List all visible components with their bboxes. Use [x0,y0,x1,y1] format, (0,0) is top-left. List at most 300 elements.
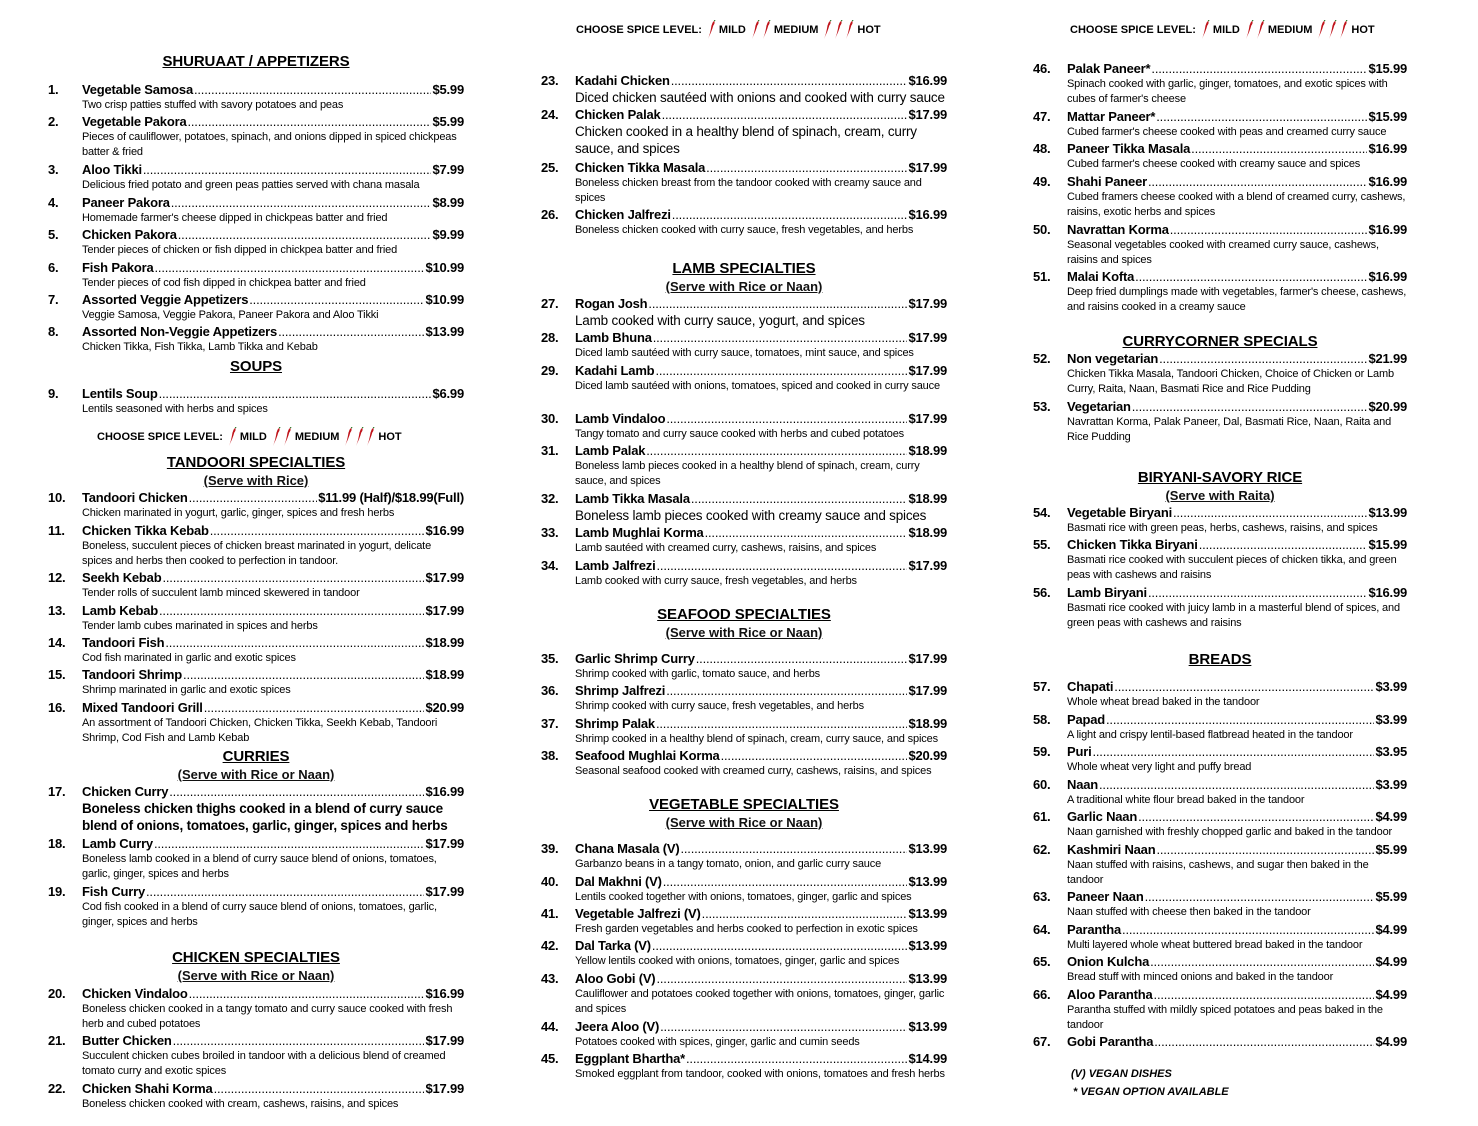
item-name: Garlic Shrimp Curry [575,651,695,666]
item-price: $17.99 [908,363,947,378]
dot-leader [662,107,908,122]
item-description: An assortment of Tandoori Chicken, Chicken Tikka, Seekh Kebab, Tandoori Shrimp, Cod Fish and Lamb Kebab [82,717,438,744]
menu-item-header [48,1033,464,1048]
menu-item [541,330,947,361]
menu-item-header [48,603,464,618]
menu-item-header [541,525,947,540]
item-price: $13.99 [908,971,947,986]
menu-item-header [48,784,464,799]
menu-item [1033,679,1407,710]
item-name: Paneer Tikka Masala [1067,141,1191,156]
item-description: Boneless chicken cooked in a tangy tomato and curry sauce cooked with fresh herb and cubed potatoes [82,1003,453,1030]
section-title-currycorner: CURRYCORNER SPECIALS [1122,333,1318,350]
item-name: Paneer Pakora [82,195,170,210]
chili-pepper-icon [344,427,353,447]
menu-item-header [1033,537,1407,552]
dot-leader [672,207,908,222]
menu-item-header [1033,1034,1407,1049]
dot-leader [666,683,907,698]
item-number: 13. [48,603,66,618]
section-title-tandoori: TANDOORI SPECIALTIES [166,454,346,471]
item-name: Fish Pakora [82,260,154,275]
item-price: $13.99 [1368,505,1407,520]
menu-item-header [541,160,947,175]
item-name: Chicken Tikka Biryani [1067,537,1198,552]
menu-item-header [541,330,947,345]
chili-pepper-icon [762,20,771,40]
menu-item-header [1033,954,1407,969]
dot-leader [705,525,908,540]
dot-leader [648,296,907,311]
item-price: $13.99 [425,324,464,339]
menu-item [541,73,947,106]
menu-item-header [541,296,947,311]
item-name: Shrimp Jalfrezi [575,683,666,698]
menu-item [48,884,464,930]
item-number: 67. [1033,1034,1051,1049]
item-number: 1. [48,82,59,97]
item-description: Cubed farmer's cheese cooked with creamy sauce and spices [1067,158,1361,170]
spice-medium-label: MEDIUM [1267,24,1313,36]
section-subtitle-biryani: (Serve with Raita) [1165,488,1275,503]
menu-item [48,784,464,834]
item-description: Delicious fried potato and green peas patties served with chana masala [82,179,420,191]
item-description: Diced lamb sautéed with onions, tomatoes, spiced and cooked in curry sauce [575,380,940,392]
item-name: Vegetarian [1067,399,1131,414]
item-name: Mixed Tandoori Grill [82,700,203,715]
item-price: $4.99 [1375,987,1407,1002]
item-description: Shrimp cooked with curry sauce, fresh vegetables, and herbs [575,700,864,712]
item-price: $15.99 [1368,537,1407,552]
item-description: Boneless chicken breast from the tandoor cooked with creamy sauce and spices [575,177,922,204]
menu-item-header [541,107,947,122]
menu-item [1033,889,1407,920]
item-number: 35. [541,651,559,666]
spice-medium-label: MEDIUM [773,24,819,36]
item-description: Tender pieces of cod fish dipped in chickpea batter and fried [82,277,366,289]
dot-leader [169,784,424,799]
dot-leader [1173,505,1367,520]
item-description: Boneless lamb pieces cooked in a healthy blend of spinach, cream, curry sauce, and spices [575,460,920,487]
dot-leader [183,667,424,682]
item-price: $17.99 [425,836,464,851]
menu-item-header [1033,505,1407,520]
item-number: 40. [541,874,559,889]
item-name: Gobi Parantha [1067,1034,1154,1049]
dot-leader [1150,954,1374,969]
item-description: Basmati rice cooked with succulent pieces of chicken tikka, and green peas with cashews and raisins [1067,554,1397,581]
item-number: 37. [541,716,559,731]
item-price: $17.99 [425,1081,464,1096]
item-description: Chicken Tikka Masala, Tandoori Chicken, Choice of Chicken or Lamb Curry, Raita, Naan, Basmati Rice and Rice Pudding [1067,368,1394,395]
menu-item-header [541,748,947,763]
item-price: $17.99 [908,160,947,175]
menu-item-header [48,227,464,242]
item-description: Boneless chicken thighs cooked in a blend of curry sauce blend of onions, tomatoes, garlic, ginger, spices and herbs [82,801,448,833]
chili-pepper-icon [272,427,281,447]
item-name: Fish Curry [82,884,146,899]
dot-leader [721,748,908,763]
item-description: Boneless chicken cooked with cream, cashews, raisins, and spices [82,1098,399,1110]
menu-item-header [1033,222,1407,237]
item-number: 27. [541,296,559,311]
menu-item [1033,351,1407,397]
item-number: 9. [48,386,59,401]
item-price: $13.99 [908,1019,947,1034]
item-description: Whole wheat bread baked in the tandoor [1067,696,1260,708]
item-number: 59. [1033,744,1051,759]
item-number: 6. [48,260,59,275]
item-name: Tandoori Shrimp [82,667,183,682]
item-price: $18.99 [908,491,947,506]
item-price: $13.99 [908,906,947,921]
dot-leader [187,114,431,129]
dot-leader [666,411,907,426]
dot-leader [1156,842,1374,857]
dot-leader [1099,777,1374,792]
dot-leader [162,570,424,585]
menu-item [1033,61,1407,107]
item-description: Bread stuff with minced onions and baked in the tandoor [1067,971,1334,983]
item-name: Mattar Paneer* [1067,109,1156,124]
dot-leader [249,292,424,307]
section-subtitle-curries: (Serve with Rice or Naan) [177,767,335,782]
item-number: 32. [541,491,559,506]
spice-level-legend [95,427,406,447]
dot-leader [278,324,424,339]
chili-pepper-icon [1328,20,1337,40]
menu-item [48,195,464,226]
menu-item-header [48,667,464,682]
item-description: Potatoes cooked with spices, ginger, garlic and cumin seeds [575,1036,860,1048]
menu-item [1033,399,1407,445]
spice-level-label: CHOOSE SPICE LEVEL: [576,24,702,36]
menu-item-header [541,874,947,889]
menu-item-header [541,411,947,426]
chili-pepper-icon [1317,20,1326,40]
chili-pepper-icon [1201,20,1210,40]
menu-item-header [541,1019,947,1034]
item-price: $7.99 [432,162,464,177]
menu-item [48,667,464,698]
item-number: 42. [541,938,559,953]
item-description: Diced lamb sautéed with curry sauce, tomatoes, mint sauce, and spices [575,347,914,359]
menu-item-header [48,1081,464,1096]
menu-item-header [48,386,464,401]
dot-leader [194,82,431,97]
menu-item-header [1033,712,1407,727]
item-price: $17.99 [908,558,947,573]
item-description: Cubed farmer's cheese cooked with peas and creamed curry sauce [1067,126,1387,138]
menu-item-header [48,114,464,129]
item-name: Tandoori Fish [82,635,165,650]
item-name: Lamb Curry [82,836,153,851]
menu-item [1033,712,1407,743]
item-price: $16.99 [908,73,947,88]
dot-leader [1122,922,1374,937]
chili-pepper-icon [1245,20,1254,40]
item-name: Lentils Soup [82,386,158,401]
item-description: Homemade farmer's cheese dipped in chickpeas batter and fried [82,212,388,224]
item-name: Butter Chicken [82,1033,172,1048]
menu-item-header [48,700,464,715]
menu-item-header [541,73,947,88]
item-number: 66. [1033,987,1051,1002]
menu-item-header [1033,585,1407,600]
chili-pepper-icon [823,20,832,40]
item-description: Shrimp cooked in a healthy blend of spinach, cream, curry sauce, and spices [575,733,938,745]
item-number: 20. [48,986,66,1001]
item-description: Shrimp cooked with garlic, tomato sauce, and herbs [575,668,821,680]
dot-leader [1145,889,1375,904]
dot-leader [1135,269,1367,284]
item-price: $3.99 [1375,777,1407,792]
menu-item-header [1033,174,1407,189]
dot-leader [1154,1034,1374,1049]
item-number: 53. [1033,399,1051,414]
item-description: Basmati rice with green peas, herbs, cashews, raisins, and spices [1067,522,1378,534]
menu-item-header [541,558,947,573]
item-number: 49. [1033,174,1051,189]
item-description: Cauliflower and potatoes cooked together with onions, tomatoes, ginger, garlic and spices [575,988,945,1015]
item-price: $5.99 [1375,889,1407,904]
item-name: Vegetable Jalfrezi (V) [575,906,701,921]
menu-item-header [541,906,947,921]
dot-leader [653,330,908,345]
item-price: $4.99 [1375,1034,1407,1049]
menu-item-header [541,207,947,222]
item-number: 58. [1033,712,1051,727]
item-name: Kadahi Chicken [575,73,670,88]
chili-pepper-icon [845,20,854,40]
spice-mild-label: MILD [1212,24,1240,36]
item-description: Basmati rice cooked with juicy lamb in a masterful blend of spices, and green peas with cashews and raisins [1067,602,1400,629]
item-number: 2. [48,114,59,129]
dot-leader [655,363,907,378]
dot-leader [1148,174,1367,189]
dot-leader [146,884,424,899]
item-description: Boneless lamb cooked in a blend of curry sauce blend of onions, tomatoes, garlic, ginger, spices and herbs [82,853,437,880]
item-number: 48. [1033,141,1051,156]
menu-item-header [48,635,464,650]
item-description: Multi layered whole wheat buttered bread baked in the tandoor [1067,939,1363,951]
item-description: A traditional white flour bread baked in the tandoor [1067,794,1305,806]
item-name: Lamb Bhuna [575,330,652,345]
item-description: Seasonal seafood cooked with creamed curry, cashews, raisins, and spices [575,765,932,777]
item-name: Paneer Naan [1067,889,1144,904]
item-price: $16.99 [425,986,464,1001]
menu-item-header [1033,679,1407,694]
item-name: Vegetable Samosa [82,82,193,97]
item-number: 17. [48,784,66,799]
item-price: $6.99 [432,386,464,401]
item-name: Kadahi Lamb [575,363,655,378]
chili-pepper-icon [355,427,364,447]
item-name: Non vegetarian [1067,351,1159,366]
item-name: Vegetable Pakora [82,114,187,129]
item-number: 5. [48,227,59,242]
menu-item-header [541,491,947,506]
section-subtitle-tandoori: (Serve with Rice) [203,473,309,488]
item-description: Two crisp patties stuffed with savory potatoes and peas [82,99,344,111]
menu-item-header [1033,109,1407,124]
dot-leader [189,490,318,505]
dot-leader [686,1051,907,1066]
menu-item [541,1051,947,1082]
chili-pepper-icon [751,20,760,40]
dot-leader [656,716,907,731]
item-name: Palak Paneer* [1067,61,1151,76]
item-description: Whole wheat very light and puffy bread [1067,761,1252,773]
item-number: 22. [48,1081,66,1096]
item-price: $11.99 (Half)/$18.99(Full) [318,490,464,505]
chili-pepper-icon [1339,20,1348,40]
dot-leader [706,160,907,175]
item-price: $3.99 [1375,712,1407,727]
item-number: 25. [541,160,559,175]
menu-item-header [1033,777,1407,792]
item-price: $10.99 [425,292,464,307]
item-name: Shahi Paneer [1067,174,1147,189]
item-price: $4.99 [1375,954,1407,969]
dot-leader [159,386,432,401]
menu-item [48,836,464,882]
menu-item-header [541,716,947,731]
item-price: $13.99 [908,841,947,856]
item-description: Chicken cooked in a healthy blend of spinach, cream, curry sauce, and spices [575,124,917,156]
menu-item-header [1033,842,1407,857]
item-price: $10.99 [425,260,464,275]
dot-leader [1106,712,1374,727]
spice-hot-label: HOT [1351,24,1375,36]
section-title-vegetable: VEGETABLE SPECIALTIES [649,796,839,813]
item-description: Pieces of cauliflower, potatoes, spinach, and onions dipped in spiced chickpeas batter & fried [82,131,457,158]
item-description: Lentils seasoned with herbs and spices [82,403,268,415]
item-number: 51. [1033,269,1051,284]
vegan-option-note: * VEGAN OPTION AVAILABLE [1073,1086,1229,1098]
item-number: 61. [1033,809,1051,824]
dot-leader [652,938,908,953]
item-price: $17.99 [425,1033,464,1048]
item-price: $17.99 [425,603,464,618]
menu-item [48,386,464,417]
menu-item [541,906,947,937]
item-number: 4. [48,195,59,210]
section-subtitle-chicken: (Serve with Rice or Naan) [177,968,335,983]
item-name: Jeera Aloo (V) [575,1019,660,1034]
dot-leader [1114,679,1374,694]
section-title-soups: SOUPS [229,358,282,375]
item-name: Lamb Jalfrezi [575,558,656,573]
item-number: 16. [48,700,66,715]
item-name: Chana Masala (V) [575,841,680,856]
menu-item-header [541,651,947,666]
section-subtitle-lamb: (Serve with Rice or Naan) [665,279,823,294]
item-price: $15.99 [1368,61,1407,76]
item-number: 19. [48,884,66,899]
item-number: 54. [1033,505,1051,520]
menu-item [48,324,464,355]
item-number: 34. [541,558,559,573]
item-price: $15.99 [1368,109,1407,124]
dot-leader [660,1019,907,1034]
menu-item [1033,585,1407,631]
menu-item [48,162,464,193]
menu-item-header [1033,141,1407,156]
menu-item [1033,505,1407,536]
item-description: Garbanzo beans in a tangy tomato, onion, and garlic curry sauce [575,858,882,870]
item-name: Lamb Tikka Masala [575,491,690,506]
dot-leader [178,227,432,242]
chili-pepper-icon [707,20,716,40]
menu-item [541,558,947,589]
item-name: Lamb Biryani [1067,585,1147,600]
item-price: $13.99 [908,938,947,953]
item-description: Lamb sautéed with creamed curry, cashews, raisins, and spices [575,542,877,554]
dot-leader [210,523,425,538]
item-description: Boneless chicken cooked with curry sauce, fresh vegetables, and herbs [575,224,914,236]
item-number: 46. [1033,61,1051,76]
item-name: Garlic Naan [1067,809,1138,824]
item-description: Naan stuffed with cheese then baked in the tandoor [1067,906,1311,918]
dot-leader [1191,141,1367,156]
dot-leader [1159,351,1367,366]
item-description: Boneless, succulent pieces of chicken breast marinated in yogurt, delicate spices and herbs then cooked to perfection in tandoor. [82,540,432,567]
item-name: Lamb Kebab [82,603,159,618]
section-title-appetizers: SHURUAAT / APPETIZERS [162,53,350,70]
item-name: Vegetable Biryani [1067,505,1172,520]
item-price: $17.99 [425,570,464,585]
item-description: Naan garnished with freshly chopped garlic and baked in the tandoor [1067,826,1393,838]
item-name: Chicken Jalfrezi [575,207,671,222]
menu-item [541,1019,947,1050]
menu-item [48,1033,464,1079]
item-name: Seafood Mughlai Korma [575,748,720,763]
item-number: 3. [48,162,59,177]
item-number: 63. [1033,889,1051,904]
spice-level-label: CHOOSE SPICE LEVEL: [97,431,223,443]
dot-leader [154,836,424,851]
item-description: Smoked eggplant from tandoor, cooked with onions, tomatoes and fresh herbs [575,1068,945,1080]
menu-item-header [48,986,464,1001]
item-name: Kashmiri Naan [1067,842,1156,857]
item-price: $20.99 [425,700,464,715]
dot-leader [1148,585,1367,600]
item-number: 56. [1033,585,1051,600]
section-title-seafood: SEAFOOD SPECIALTIES [657,606,831,623]
item-price: $8.99 [432,195,464,210]
item-number: 28. [541,330,559,345]
item-description: Tender lamb cubes marinated in spices and herbs [82,620,318,632]
item-number: 36. [541,683,559,698]
section-title-biryani: BIRYANI-SAVORY RICE [1137,469,1303,486]
spice-hot-label: HOT [378,431,402,443]
dot-leader [1154,987,1375,1002]
spice-mild-label: MILD [718,24,746,36]
menu-item [541,491,947,524]
item-name: Eggplant Bhartha* [575,1051,685,1066]
item-number: 43. [541,971,559,986]
spice-level-label: CHOOSE SPICE LEVEL: [1070,24,1196,36]
dot-leader [214,1081,425,1096]
item-number: 44. [541,1019,559,1034]
item-number: 65. [1033,954,1051,969]
item-description: Naan stuffed with raisins, cashews, and sugar then baked in the tandoor [1067,859,1369,886]
item-price: $16.99 [908,207,947,222]
item-price: $16.99 [1368,222,1407,237]
item-name: Tandoori Chicken [82,490,188,505]
item-description: Tender rolls of succulent lamb minced skewered in tandoor [82,587,360,599]
